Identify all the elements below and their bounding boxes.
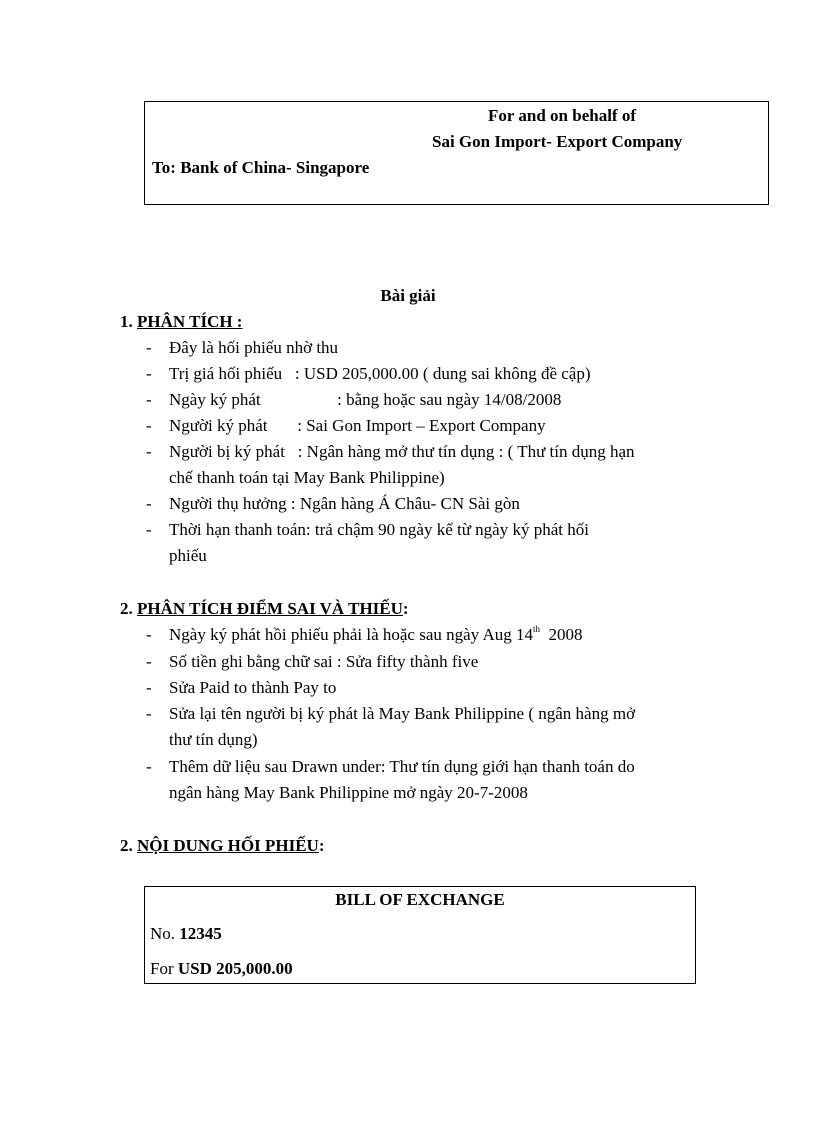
letter-line-1: For and on behalf of [488,106,636,125]
section3-number: 2. [120,836,137,855]
section2-heading [120,599,409,619]
section1-heading [120,312,242,332]
section3-title: NỘI DUNG HỐI PHIẾU [137,836,319,855]
ordinal-suffix: th [533,624,541,634]
letter-line-2: Sai Gon Import- Export Company [432,132,683,151]
section3-heading [120,836,325,856]
bill-title: BILL OF EXCHANGE [335,890,505,909]
section2-title: PHÂN TÍCH ĐIỂM SAI VÀ THIẾU [137,599,403,618]
bill-number: No. 12345 [150,924,222,943]
section2-colon: : [402,599,409,618]
page-title: Bài giải [380,286,436,305]
section1-title: PHÂN TÍCH : [137,312,243,331]
letter-to: To: Bank of China- Singapore [152,158,370,177]
bill-amount: For USD 205,000.00 [150,959,293,978]
section1-number: 1. [120,312,137,331]
section3-colon: : [318,836,325,855]
letter-box [144,101,769,205]
section2-number: 2. [120,599,137,618]
bill-of-exchange-box [144,886,696,984]
